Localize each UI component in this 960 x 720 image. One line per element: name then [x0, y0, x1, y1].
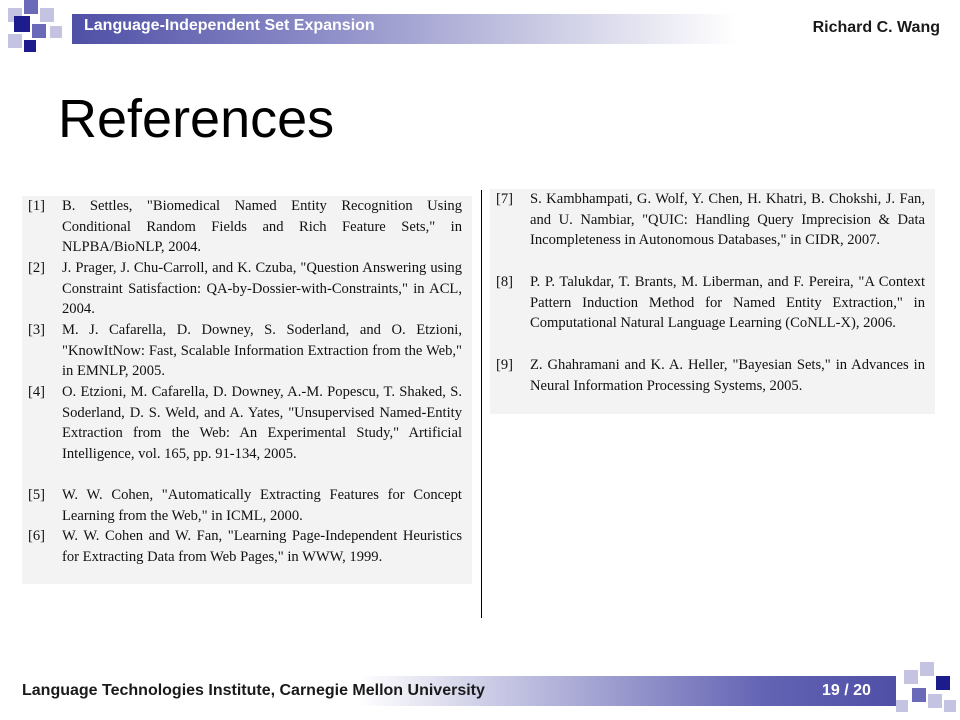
decor-square — [944, 700, 956, 712]
decor-square — [32, 24, 46, 38]
reference-number: [4] — [28, 384, 46, 400]
decor-square — [904, 670, 918, 684]
reference-item — [22, 526, 472, 588]
reference-number: [6] — [28, 528, 46, 544]
reference-number: [3] — [28, 322, 46, 338]
reference-item — [22, 382, 472, 485]
decor-square — [896, 700, 908, 712]
decor-square — [928, 694, 942, 708]
decor-square — [24, 40, 36, 52]
presentation-title: Language-Independent Set Expansion — [84, 17, 375, 34]
reference-text: P. P. Talukdar, T. Brants, M. Liberman, and F. Pereira, "A Context Pattern Induction Method for Named Entity Extraction," in Computational Natural Language Learning (CoNLL-X), 2006. — [530, 274, 925, 332]
decor-square — [912, 688, 926, 702]
reference-item — [22, 320, 472, 382]
reference-text: W. W. Cohen, "Automatically Extracting Features for Concept Learning from the Web," in ICML, 2000. — [62, 487, 462, 524]
reference-number: [1] — [28, 198, 46, 214]
reference-item — [22, 485, 472, 526]
reference-number: [8] — [496, 274, 514, 290]
reference-number: [9] — [496, 357, 514, 373]
reference-number: [5] — [28, 487, 46, 503]
reference-number: [2] — [28, 260, 46, 276]
reference-item — [490, 355, 935, 417]
reference-item — [22, 258, 472, 320]
reference-text: J. Prager, J. Chu-Carroll, and K. Czuba, "Question Answering using Constraint Satisfaction: QA-by-Dossier-with-Constraints," in ACL, 2004. — [62, 260, 462, 318]
reference-item — [22, 196, 472, 258]
reference-text: S. Kambhampati, G. Wolf, Y. Chen, H. Khatri, B. Chokshi, J. Fan, and U. Nambiar, "QUIC: Handling Query Imprecision & Data Incompleteness in Autonomous Databases," in CIDR, 2007. — [530, 191, 925, 249]
slide-title: References — [58, 89, 335, 149]
decor-square — [936, 676, 950, 690]
decor-square — [24, 0, 38, 14]
reference-text: O. Etzioni, M. Cafarella, D. Downey, A.-M. Popescu, T. Shaked, S. Soderland, D. S. Weld, and A. Yates, "Unsupervised Named-Entity Extraction from the Web: An Experimental Study," Artificial Intelligence, vol. 165, pp. 91-134, 2005. — [62, 384, 462, 463]
column-divider — [481, 190, 482, 618]
decor-square — [40, 8, 54, 22]
institution-name: Language Technologies Institute, Carnegie Mellon University — [22, 682, 485, 699]
references-column-right — [490, 189, 935, 414]
references-column-left — [22, 196, 472, 584]
reference-item — [490, 189, 935, 272]
decor-square — [8, 34, 22, 48]
reference-number: [7] — [496, 191, 514, 207]
decor-square — [920, 662, 934, 676]
decor-square — [14, 16, 30, 32]
decor-square — [50, 26, 62, 38]
reference-text: Z. Ghahramani and K. A. Heller, "Bayesian Sets," in Advances in Neural Information Processing Systems, 2005. — [530, 357, 925, 394]
author-name: Richard C. Wang — [812, 19, 940, 36]
reference-text: B. Settles, "Biomedical Named Entity Recognition Using Conditional Random Fields and Rich Feature Sets," in NLPBA/BioNLP, 2004. — [62, 198, 462, 256]
reference-text: M. J. Cafarella, D. Downey, S. Soderland, and O. Etzioni, "KnowItNow: Fast, Scalable Information Extraction from the Web," in EMNLP, 2005. — [62, 322, 462, 380]
reference-item — [490, 272, 935, 355]
page-number: 19 / 20 — [822, 682, 871, 699]
reference-text: W. W. Cohen and W. Fan, "Learning Page-Independent Heuristics for Extracting Data from Web Pages," in WWW, 1999. — [62, 528, 462, 565]
